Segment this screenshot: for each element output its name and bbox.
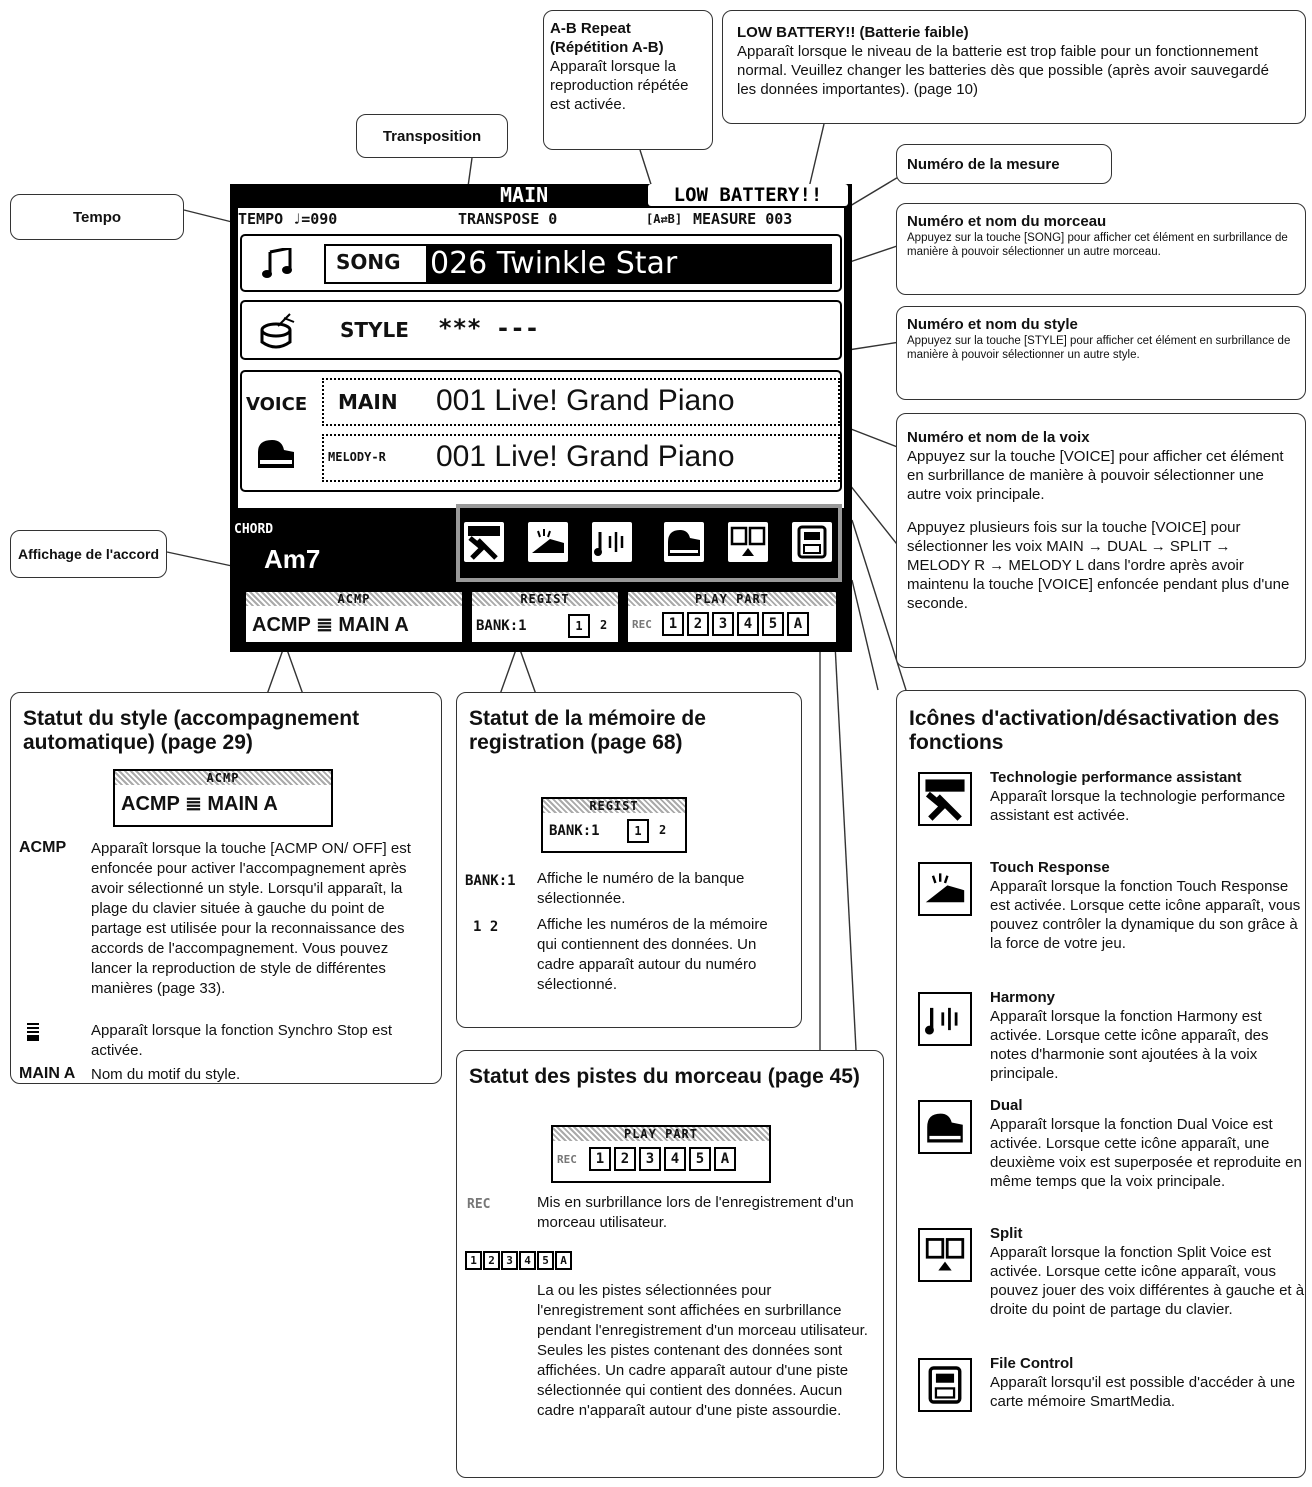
synchro-stop-desc: Apparaît lorsque la fonction Synchro Stop est activée. (91, 1022, 393, 1059)
song-name: 026 Twinkle Star (426, 246, 830, 282)
ab-repeat-callout (543, 10, 713, 150)
acmp-status-text: ACMP ≣ MAIN A (252, 614, 409, 636)
regist-example-mem-2: 2 (659, 823, 667, 837)
file-control-name: File Control (990, 1355, 1074, 1372)
voice-label: VOICE (246, 394, 308, 415)
dual-name: Dual (990, 1097, 1023, 1114)
melody-voice-label: MELODY-R (328, 450, 386, 464)
regist-status-section (456, 692, 802, 1028)
tracks-desc: La ou les pistes sélectionnées pour l'enregistrement sont affichées en surbrillance pendant l'enregistrement d'un morceau utilisateur. Seules les pistes contenant des données sont affichées. Un cadre apparaît autour d'une piste sélectionnée qui contient des données. Aucun cadre n'apparaît autour d'une piste assourdie. (537, 1282, 868, 1419)
ab-repeat-title: A-B Repeat (Répétition A-B) (550, 20, 664, 56)
play-part-status (626, 590, 838, 644)
style-name: *** --- (438, 314, 540, 342)
regist-status-example (541, 797, 687, 853)
touch-response-legend-icon (918, 862, 972, 916)
track-status-section (456, 1050, 884, 1478)
rec-indicator: REC (632, 618, 652, 631)
synchro-stop-icon (27, 1023, 39, 1041)
low-battery-desc: Apparaît lorsque le niveau de la batterie est trop faible pour un fonctionnement normal. Veuillez changer les batteries dès que possible (après avoir sauvegardé les données importantes). (page 10) (737, 43, 1269, 98)
track-1: 1 (662, 612, 684, 636)
track-a: A (787, 612, 809, 636)
track-example-1: 1 (589, 1147, 611, 1171)
lcd-measure: MEASURE 003 (693, 210, 793, 228)
icons-section-title: Icônes d'activation/désactivation des fonctions (909, 707, 1280, 754)
lcd-display (230, 184, 852, 652)
track-example-list (589, 1147, 739, 1171)
tracks-term-4: 4 (519, 1251, 536, 1270)
tracks-term-2: 2 (483, 1251, 500, 1270)
rec-desc: Mis en surbrillance lors de l'enregistrement d'un morceau utilisateur. (537, 1194, 854, 1231)
track-example-3: 3 (639, 1147, 661, 1171)
main-voice-name: 001 Live! Grand Piano (436, 384, 735, 417)
split-desc: Apparaît lorsque la fonction Split Voice est activée. Lorsque cette icône apparaît, vous pouvez jouer des voix différentes à gauche et à droite du point de partage du clavier. (990, 1244, 1305, 1318)
track-example-2: 2 (614, 1147, 636, 1171)
regist-example-bank: BANK:1 (549, 823, 600, 839)
lcd-low-battery: LOW BATTERY!! (648, 184, 848, 206)
file-control-desc: Apparaît lorsqu'il est possible d'accéder à une carte mémoire SmartMedia. (990, 1374, 1296, 1410)
performance-assistant-name: Technologie performance assistant (990, 769, 1242, 786)
bank-term: BANK:1 (465, 873, 516, 889)
track-example-rec: REC (557, 1153, 577, 1166)
regist-example-mem-1: 1 (627, 819, 649, 843)
song-callout-desc: Appuyez sur la touche [SONG] pour afficher cet élément en surbrillance de manière à pouvoir sélectionner un autre morceau. (907, 232, 1288, 258)
main-voice-field (322, 378, 840, 426)
touch-response-desc: Apparaît lorsque la fonction Touch Response est activée. Lorsque cette icône apparaît, vous pouvez contrôler la dynamique du son grâce à la force de votre jeu. (990, 878, 1301, 952)
track-example-5: 5 (689, 1147, 711, 1171)
style-status-example (113, 769, 333, 827)
track-list (662, 612, 812, 636)
regist-example-header: REGIST (543, 799, 685, 813)
acmp-desc: Apparaît lorsque la touche [ACMP ON/ OFF] est enfoncée pour activer l'accompagnement après avoir sélectionné un style. Lorsqu'il apparaît, la plage du clavier située à gauche du point de partage est utilisée pour la reconnaissance des accords de l'accompagnement. Vous pouvez lancer la reproduction de style de différentes manières (page 33). (91, 840, 411, 997)
track-example-header: PLAY PART (553, 1127, 769, 1141)
rec-term: REC (467, 1197, 491, 1212)
performance-assistant-legend-icon (918, 772, 972, 826)
icon-item-touch-response (918, 858, 1308, 978)
icon-item-file-control (918, 1354, 1308, 1434)
bank-desc: Affiche le numéro de la banque sélectionnée. (537, 870, 745, 907)
regist-status-title: Statut de la mémoire de registration (page 68) (469, 707, 706, 754)
performance-assistant-desc: Apparaît lorsque la technologie performance assistant est activée. (990, 788, 1286, 824)
track-example-4: 4 (664, 1147, 686, 1171)
tracks-term (465, 1251, 573, 1270)
voice-callout-desc1: Appuyez sur la touche [VOICE] pour afficher cet élément en surbrillance de manière à pouvoir sélectionner une autre voix principale. (907, 448, 1284, 503)
song-label: SONG (336, 250, 401, 274)
function-icons-frame (456, 504, 842, 582)
touch-response-name: Touch Response (990, 859, 1110, 876)
split-icon (726, 520, 770, 564)
dual-icon (662, 520, 706, 564)
harmony-name: Harmony (990, 989, 1056, 1006)
song-callout (896, 203, 1306, 295)
chord-label: CHORD (234, 522, 274, 537)
icon-item-split (918, 1224, 1308, 1324)
regist-bank: BANK:1 (476, 618, 527, 634)
track-3: 3 (712, 612, 734, 636)
harmony-desc: Apparaît lorsque la fonction Harmony est activée. Lorsque cette icône apparaît, des notes d'harmonie sont ajoutées à la voix principale. (990, 1008, 1269, 1082)
low-battery-title: LOW BATTERY!! (Batterie faible) (737, 24, 969, 41)
drum-icon (258, 312, 298, 350)
mem-desc: Affiche les numéros de la mémoire qui contiennent des données. Un cadre apparaît autour du numéro sélectionné. (537, 916, 768, 993)
voice-callout (896, 413, 1306, 668)
style-callout (896, 306, 1306, 400)
song-callout-title: Numéro et nom du morceau (907, 213, 1107, 230)
main-voice-label: MAIN (338, 390, 398, 414)
transposition-callout: Transposition (356, 114, 508, 158)
measure-callout: Numéro de la mesure (896, 144, 1112, 184)
file-control-legend-icon (918, 1358, 972, 1412)
melody-voice-field (322, 434, 840, 482)
song-field (324, 244, 832, 284)
style-panel[interactable] (240, 300, 842, 360)
harmony-legend-icon (918, 992, 972, 1046)
style-label: STYLE (340, 318, 409, 342)
style-status-title: Statut du style (accompagnement automatique) (page 29) (23, 707, 360, 754)
touch-response-icon (526, 520, 570, 564)
acmp-term: ACMP (19, 839, 67, 856)
voice-callout-title: Numéro et nom de la voix (907, 429, 1090, 446)
ab-repeat-desc: Apparaît lorsque la reproduction répétée est activée. (550, 58, 689, 113)
track-4: 4 (737, 612, 759, 636)
style-callout-desc: Appuyez sur la touche [STYLE] pour afficher cet élément en surbrillance de manière à pouvoir sélectionner un autre style. (907, 335, 1291, 361)
tracks-term-3: 3 (501, 1251, 518, 1270)
track-status-example (551, 1125, 771, 1183)
tempo-callout: Tempo (10, 194, 184, 240)
performance-assistant-icon (462, 520, 506, 564)
acmp-status (244, 590, 464, 644)
chord-name: Am7 (264, 544, 321, 574)
style-status-example-header: ACMP (115, 771, 331, 785)
dual-desc: Apparaît lorsque la fonction Dual Voice est activée. Lorsque cette icône apparaît, une deuxième voix est superposée et reproduite en même temps que la voix principale. (990, 1116, 1302, 1190)
lcd-main-header: MAIN (500, 183, 549, 207)
main-a-term: MAIN A (19, 1065, 76, 1082)
track-2: 2 (687, 612, 709, 636)
play-part-header: PLAY PART (628, 592, 836, 606)
icon-item-dual (918, 1096, 1308, 1196)
track-example-a: A (714, 1147, 736, 1171)
regist-status (470, 590, 620, 644)
dual-legend-icon (918, 1100, 972, 1154)
tracks-term-1: 1 (465, 1251, 482, 1270)
chord-callout: Affichage de l'accord (10, 530, 167, 578)
mem-term: 1 2 (473, 919, 499, 935)
voice-panel[interactable] (240, 370, 842, 492)
regist-mem-1: 1 (568, 614, 590, 638)
regist-header: REGIST (472, 592, 618, 606)
melody-voice-name: 001 Live! Grand Piano (436, 440, 735, 473)
voice-callout-desc2: Appuyez plusieurs fois sur la touche [VOICE] pour sélectionner les voix MAIN → DUAL → SPLIT → MELODY R → MELODY L dans l'ordre après avoir maintenu la touche [VOICE] enfoncée pendant plus d'une seconde. (907, 519, 1290, 612)
lcd-ab-indicator: [A⇄B] (646, 212, 683, 226)
lcd-transpose: TRANSPOSE 0 (458, 210, 558, 228)
split-legend-icon (918, 1228, 972, 1282)
style-status-section (10, 692, 442, 1084)
song-panel[interactable] (240, 234, 842, 292)
music-note-icon (262, 248, 294, 278)
style-status-example-text: ACMP ≣ MAIN A (121, 793, 278, 815)
piano-icon (256, 438, 296, 470)
harmony-icon (590, 520, 634, 564)
lcd-screen (238, 208, 844, 508)
icon-item-harmony (918, 988, 1308, 1084)
lcd-tempo: TEMPO ♩=090 (238, 210, 338, 228)
tracks-term-5: 5 (537, 1251, 554, 1270)
track-status-title: Statut des pistes du morceau (page 45) (469, 1065, 860, 1088)
icon-item-performance-assistant (918, 768, 1308, 856)
track-5: 5 (762, 612, 784, 636)
acmp-header: ACMP (246, 592, 462, 606)
main-a-desc: Nom du motif du style. (91, 1066, 241, 1083)
split-name: Split (990, 1225, 1023, 1242)
tracks-term-a: A (555, 1251, 572, 1270)
style-callout-title: Numéro et nom du style (907, 316, 1078, 333)
regist-mem-2: 2 (600, 618, 608, 632)
low-battery-callout (722, 10, 1306, 124)
file-control-icon (790, 520, 834, 564)
